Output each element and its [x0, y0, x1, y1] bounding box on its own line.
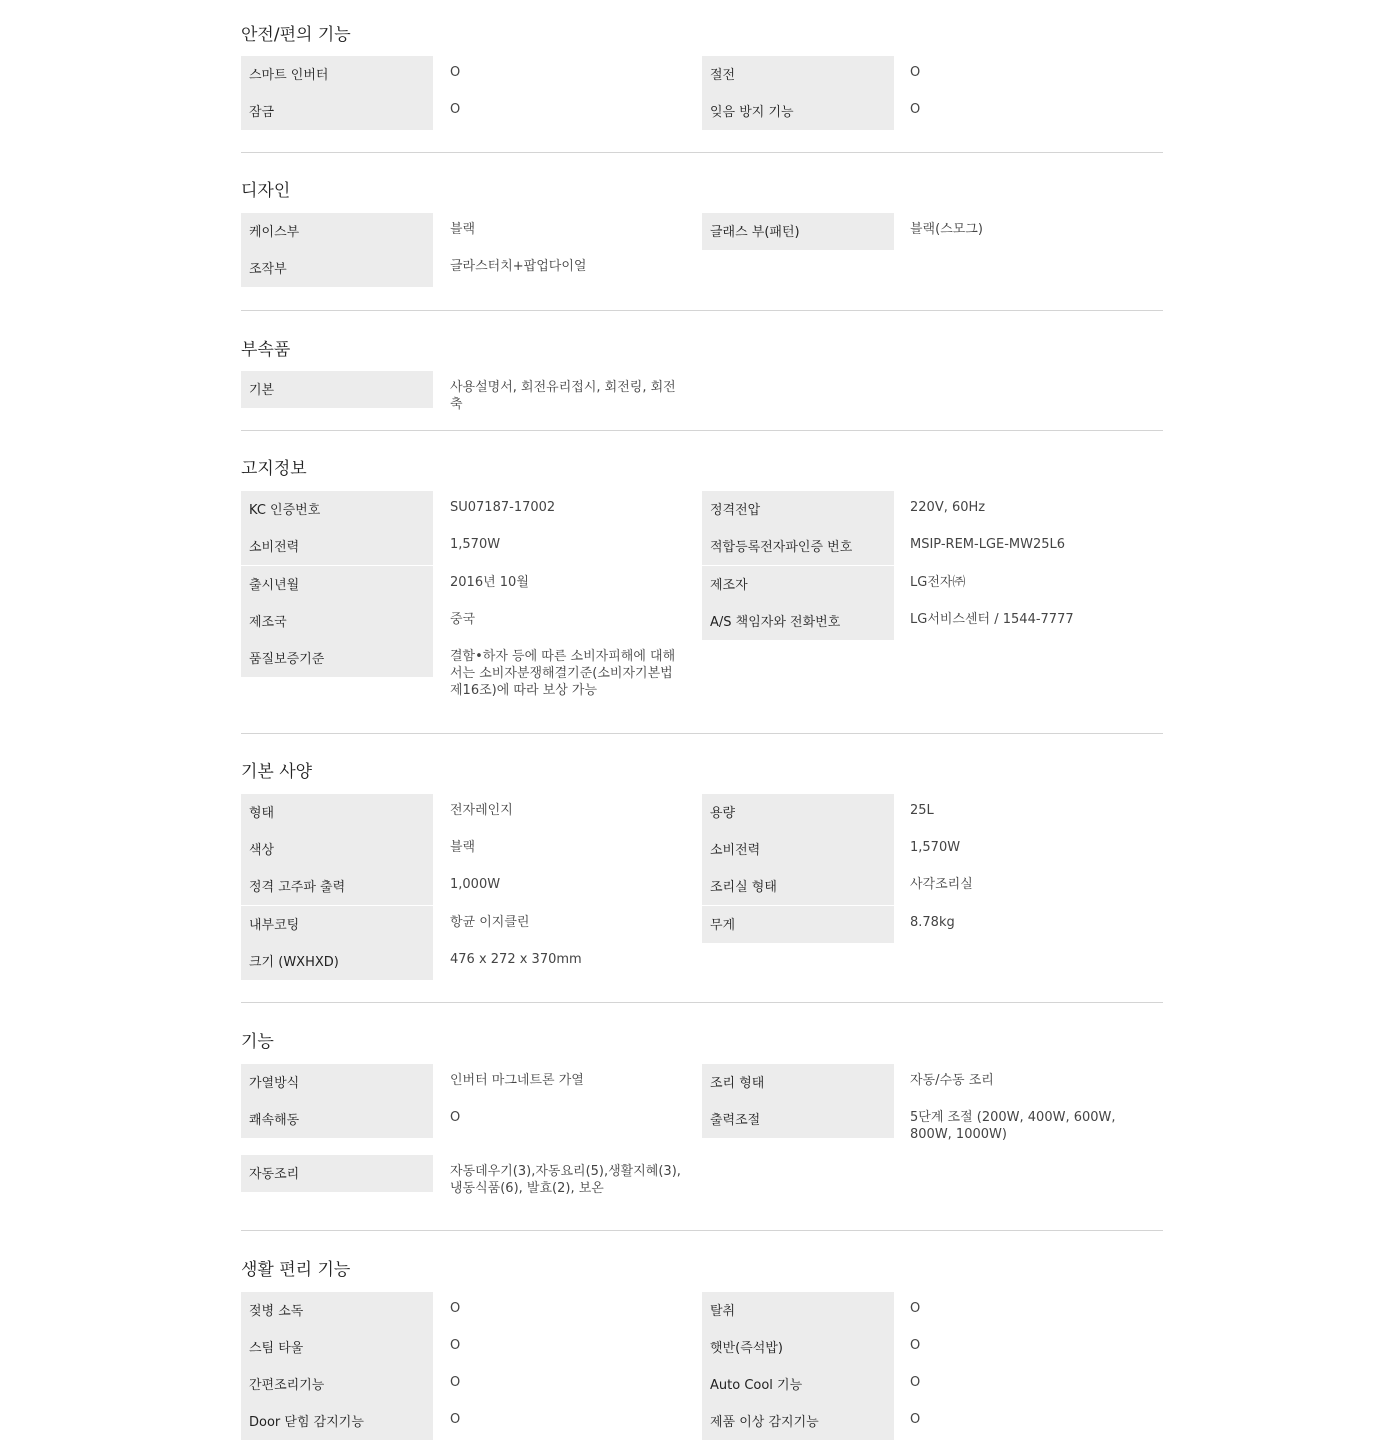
section-divider	[241, 430, 1163, 431]
section-title: 생활 편리 기능	[241, 1260, 351, 1280]
spec-label: Auto Cool 기능	[702, 1366, 894, 1403]
spec-label: 출력조절	[702, 1101, 894, 1138]
spec-value: 5단계 조절 (200W, 400W, 600W, 800W, 1000W)	[910, 1110, 1116, 1142]
spec-value: O	[910, 1375, 921, 1390]
spec-value: O	[450, 1301, 461, 1316]
spec-label: 조리실 형태	[702, 868, 894, 905]
spec-value: O	[910, 1412, 921, 1427]
spec-value: 자동/수동 조리	[910, 1073, 994, 1088]
spec-label: 절전	[702, 56, 894, 93]
spec-value: 자동데우기(3),자동요리(5),생활지혜(3), 냉동식품(6), 발효(2), 보온	[450, 1164, 681, 1196]
spec-value: SU07187-17002	[450, 500, 556, 515]
spec-value: O	[450, 1338, 461, 1353]
section-divider	[241, 733, 1163, 734]
spec-label: 자동조리	[241, 1155, 433, 1192]
spec-label: 제품 이상 감지기능	[702, 1403, 894, 1440]
spec-value: 220V, 60Hz	[910, 500, 986, 515]
spec-value: 인버터 마그네트론 가열	[450, 1073, 584, 1088]
spec-label: 잊음 방지 기능	[702, 93, 894, 130]
spec-label: 형태	[241, 794, 433, 831]
section-title: 안전/편의 기능	[241, 25, 351, 45]
spec-value: O	[450, 1412, 461, 1427]
spec-value: O	[450, 1375, 461, 1390]
spec-label: 정격전압	[702, 491, 894, 528]
spec-value: LG전자㈜	[910, 575, 966, 590]
spec-label: 소비전력	[241, 528, 433, 565]
section-title: 기본 사양	[241, 762, 313, 782]
spec-label: 무게	[702, 906, 894, 943]
spec-value: O	[450, 65, 461, 80]
spec-label: 탈취	[702, 1292, 894, 1329]
spec-label: 제조국	[241, 603, 433, 640]
spec-label: 정격 고주파 출력	[241, 868, 433, 905]
spec-value: 1,570W	[910, 840, 961, 855]
section-divider	[241, 1230, 1163, 1231]
spec-label: Door 닫힘 감지기능	[241, 1403, 433, 1440]
spec-value: 1,570W	[450, 537, 501, 552]
spec-label: 스마트 인버터	[241, 56, 433, 93]
spec-label: 햇반(즉석밥)	[702, 1329, 894, 1366]
spec-value: 결함•하자 등에 따른 소비자피해에 대해서는 소비자분쟁해결기준(소비자기본법 제16조)에 따라 보상 가능	[450, 649, 676, 698]
spec-label: 스팀 타울	[241, 1329, 433, 1366]
spec-value: O	[910, 65, 921, 80]
spec-value: O	[910, 1338, 921, 1353]
spec-label: 내부코팅	[241, 906, 433, 943]
spec-label: 케이스부	[241, 213, 433, 250]
spec-value: 사각조리실	[910, 877, 973, 892]
spec-label: 제조자	[702, 566, 894, 603]
section-divider	[241, 1002, 1163, 1003]
spec-value: LG서비스센터 / 1544-7777	[910, 612, 1074, 627]
spec-value: O	[450, 102, 461, 117]
spec-value: 블랙	[450, 840, 476, 855]
section-title: 고지정보	[241, 459, 307, 479]
section-title: 부속품	[241, 340, 291, 360]
spec-label: 간편조리기능	[241, 1366, 433, 1403]
spec-value: 사용설명서, 회전유리접시, 회전링, 회전축	[450, 380, 676, 412]
spec-label: 조작부	[241, 250, 433, 287]
spec-value: 중국	[450, 612, 476, 627]
spec-label: 글래스 부(패턴)	[702, 213, 894, 250]
spec-label: 쾌속해동	[241, 1101, 433, 1138]
spec-value: 1,000W	[450, 877, 501, 892]
spec-value: O	[450, 1110, 461, 1125]
spec-value: 476 x 272 x 370mm	[450, 952, 582, 967]
section-title: 기능	[241, 1032, 274, 1052]
spec-label: 품질보증기준	[241, 640, 433, 677]
spec-label: KC 인증번호	[241, 491, 433, 528]
spec-label: 기본	[241, 371, 433, 408]
spec-value: 25L	[910, 803, 934, 818]
section-divider	[241, 310, 1163, 311]
spec-label: 조리 형태	[702, 1064, 894, 1101]
spec-value: 블랙(스모그)	[910, 222, 983, 237]
spec-label: 가열방식	[241, 1064, 433, 1101]
spec-label: 소비전력	[702, 831, 894, 868]
spec-label: 색상	[241, 831, 433, 868]
spec-value: O	[910, 102, 921, 117]
spec-value: 8.78kg	[910, 915, 955, 930]
section-title: 디자인	[241, 181, 291, 201]
spec-value: O	[910, 1301, 921, 1316]
spec-value: 2016년 10월	[450, 575, 529, 590]
spec-label: 크기 (WXHXD)	[241, 943, 433, 980]
section-divider	[241, 152, 1163, 153]
spec-value: 항균 이지클린	[450, 915, 530, 930]
spec-value: 블랙	[450, 222, 476, 237]
spec-label: 용량	[702, 794, 894, 831]
spec-label: 출시년월	[241, 566, 433, 603]
spec-label: A/S 책임자와 전화번호	[702, 603, 894, 640]
spec-value: 글라스터치+팝업다이얼	[450, 259, 587, 274]
spec-value: 전자레인지	[450, 803, 513, 818]
spec-label: 적합등록전자파인증 번호	[702, 528, 894, 565]
spec-value: MSIP-REM-LGE-MW25L6	[910, 537, 1066, 552]
spec-label: 젖병 소독	[241, 1292, 433, 1329]
spec-label: 잠금	[241, 93, 433, 130]
